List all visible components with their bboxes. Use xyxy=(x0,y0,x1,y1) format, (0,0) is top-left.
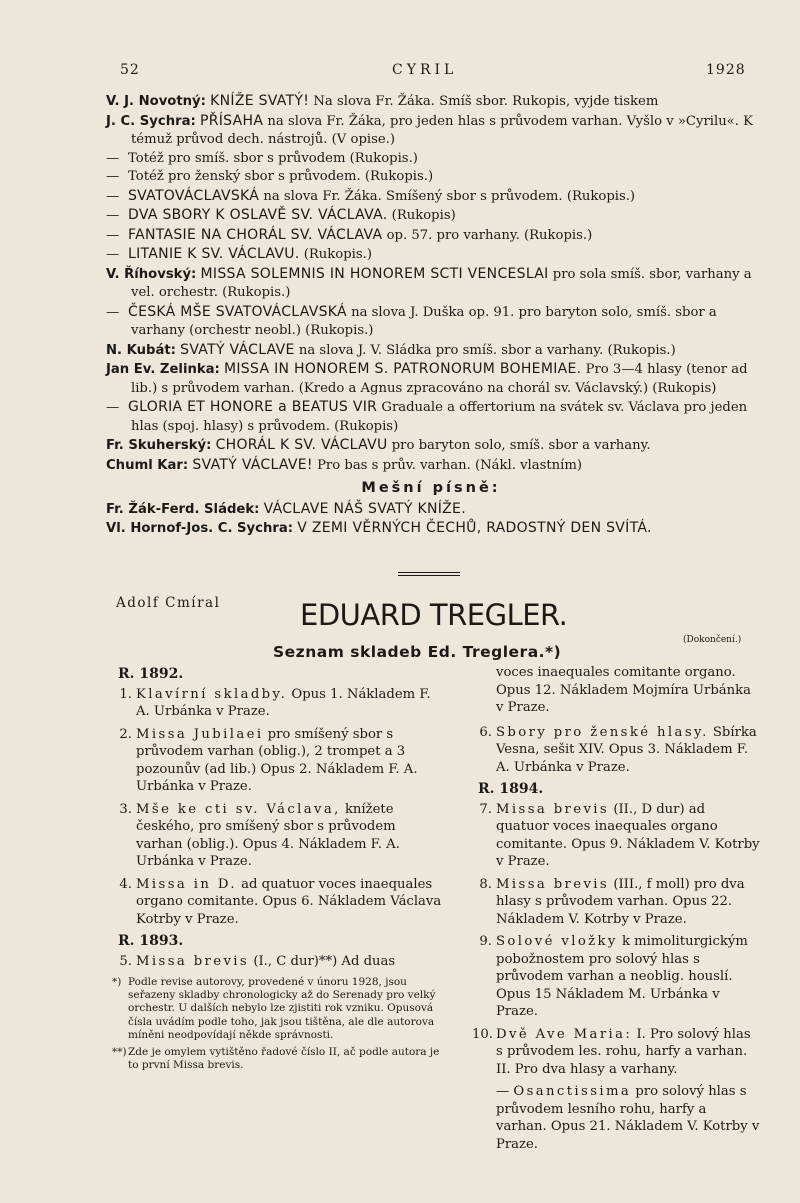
list-item: 5. Missa brevis (I., C dur)**) Ad duas xyxy=(119,953,396,969)
list-item: 9. Solové vložky k mimoliturgickým pobožnostem pro solový hlas s průvodem varhan a neoblig. houslí. Opus 15 Nákladem M. Urbánka v Praze. xyxy=(479,934,748,1019)
list-entry: — Totéž pro ženský sbor s průvodem. (Rukopis.) xyxy=(106,169,434,184)
list-item: 1. Klavírní skladby. Opus 1. Nákladem F. A. Urbánka v Praze. xyxy=(119,686,431,719)
page-number: 52 xyxy=(120,62,140,78)
list-entry: — FANTASIE NA CHORÁL SV. VÁCLAVA op. 57. pro varhany. (Rukopis.) xyxy=(106,226,593,243)
right-column xyxy=(472,664,760,1158)
list-entry: V. J. Novotný: KNÍŽE SVATÝ! Na slova Fr. Žáka. Smíš sbor. Rukopis, vyjde tiskem xyxy=(106,93,659,109)
list-entry: N. Kubát: SVATÝ VÁCLAVE na slova J. V. Sládka pro smíš. sbor a varhany. (Rukopis.) xyxy=(106,341,676,358)
mass-songs-heading: Mešní písně: xyxy=(361,480,501,496)
list-entry: Jan Ev. Zelinka: MISSA IN HONOREM S. PATRONORUM BOHEMIAE. Pro 3—4 hlasy (tenor ad lib.) s průvodem varhan. (Kredo a Agnus zpracováno na chorál sv. Václavský.) (Rukopis) xyxy=(106,361,748,396)
footnote: **) Zde je omylem vytištěno řadové číslo II, ač podle autora je to první Missa brevis. xyxy=(112,1046,440,1072)
list-item: 8. Missa brevis (III., f moll) pro dva hlasy s průvodem varhan. Opus 22. Nákladem V. Kotrby v Praze. xyxy=(479,876,745,927)
article-subtitle: Seznam skladeb Ed. Treglera.*) xyxy=(273,643,562,661)
journal-year: 1928 xyxy=(706,62,746,78)
section-divider xyxy=(398,572,460,573)
article-author: Adolf Cmíral xyxy=(116,595,221,611)
article-title: EDUARD TREGLER. xyxy=(300,598,568,632)
year-heading: R. 1894. xyxy=(478,781,544,797)
list-item: 4. Missa in D. ad quatuor voces inaequales organo comitante. Opus 6. Nákladem Václava Kotrby v Praze. xyxy=(119,876,442,927)
year-heading: R. 1892. xyxy=(118,666,184,682)
composition-list xyxy=(106,92,756,539)
list-entry: — Totéž pro smíš. sbor s průvodem (Rukopis.) xyxy=(106,150,418,166)
list-entry: — SVATOVÁCLAVSKÁ na slova Fr. Žáka. Smíšený sbor s průvodem. (Rukopis.) xyxy=(106,187,636,204)
list-item: 2. Missa Jubilaei pro smíšený sbor s průvodem varhan (oblig.), 2 trompet a 3 pozounův (ad lib.) Opus 2. Nákladem F. A. Urbánka v Praze. xyxy=(119,726,418,794)
list-entry: — LITANIE K SV. VÁCLAVU. (Rukopis.) xyxy=(106,246,372,262)
list-item: 7. Missa brevis (II., D dur) ad quatuor voces inaequales organo comitante. Opus 9. Nákladem V. Kotrby v Praze. xyxy=(479,801,760,869)
list-item-continuation: voces inaequales comitante organo. Opus 12. Nákladem Mojmíra Urbánka v Praze. xyxy=(496,665,751,715)
year-heading: R. 1893. xyxy=(118,933,184,949)
list-entry: — DVA SBORY K OSLAVĚ SV. VÁCLAVA. (Rukopis) xyxy=(106,207,456,223)
list-item: — Osanctissima pro solový hlas s průvodem lesního rohu, harfy a varhan. Opus 21. Nákladem V. Kotrby v Praze. xyxy=(496,1084,760,1152)
list-item: 6. Sbory pro ženské hlasy. Sbírka Vesna, sešit XIV. Opus 3. Nákladem F. A. Urbánka v Praze. xyxy=(479,724,757,775)
section-divider xyxy=(398,575,460,576)
list-entry: Fr. Žák-Ferd. Sládek: VÁCLAVE NÁŠ SVATÝ KNÍŽE. xyxy=(106,500,466,517)
list-entry: Vl. Hornof-Jos. C. Sychra: V ZEMI VĚRNÝCH ČECHŮ, RADOSTNÝ DEN SVÍTÁ. xyxy=(106,520,652,536)
list-entry: Chuml Kar: SVATÝ VÁCLAVE! Pro bas s prův. varhan. (Nákl. vlastním) xyxy=(106,456,583,473)
list-entry: J. C. Sychra: PŘÍSAHA na slova Fr. Žáka, pro jeden hlas s průvodem varhan. Vyšlo v »Cyrilu«. K témuž průvod dech. nástrojů. (V opise.) xyxy=(106,112,753,147)
footnote: *) Podle revise autorovy, provedené v únoru 1928, jsou seřazeny skladby chronologicky až do Serenady pro velký orchestr. U dalších nebylo lze zjistiti rok vzniku. Opusová čísla uvádím podle toho, jak jsou tištěna, ale dle autorova míněni neodpovídají někde správnosti. xyxy=(112,976,436,1041)
journal-title: CYRIL xyxy=(392,62,458,78)
list-entry: — ČESKÁ MŠE SVATOVÁCLAVSKÁ na slova J. Duška op. 91. pro baryton solo, smíš. sbor a varhany (orchestr neobl.) (Rukopis.) xyxy=(106,303,717,338)
list-item: 3. Mše ke cti sv. Václava, knížete českého, pro smíšený sbor s průvodem varhan (oblig.). Opus 4. Nákladem F. A. Urbánka v Praze. xyxy=(119,801,400,869)
continued-note: (Dokončení.) xyxy=(683,635,742,645)
list-entry: V. Říhovský: MISSA SOLEMNIS IN HONOREM SCTI VENCESLAI pro sola smíš. sbor, varhany a vel. orchestr. (Rukopis.) xyxy=(106,265,752,300)
list-entry: — GLORIA ET HONORE a BEATUS VIR Graduale a offertorium na svátek sv. Václava pro jeden hlas (spoj. hlasy) s průvodem. (Rukopis) xyxy=(106,399,748,434)
footnotes xyxy=(112,976,444,1072)
list-entry: Fr. Skuherský: CHORÁL K SV. VÁCLAVU pro baryton solo, smíš. sbor a varhany. xyxy=(106,437,651,453)
left-column xyxy=(112,664,444,1076)
list-item: 10. Dvě Ave Maria: I. Pro solový hlas s průvodem les. rohu, harfy a varhan. II. Pro dva hlasy a varhany. xyxy=(472,1026,751,1077)
